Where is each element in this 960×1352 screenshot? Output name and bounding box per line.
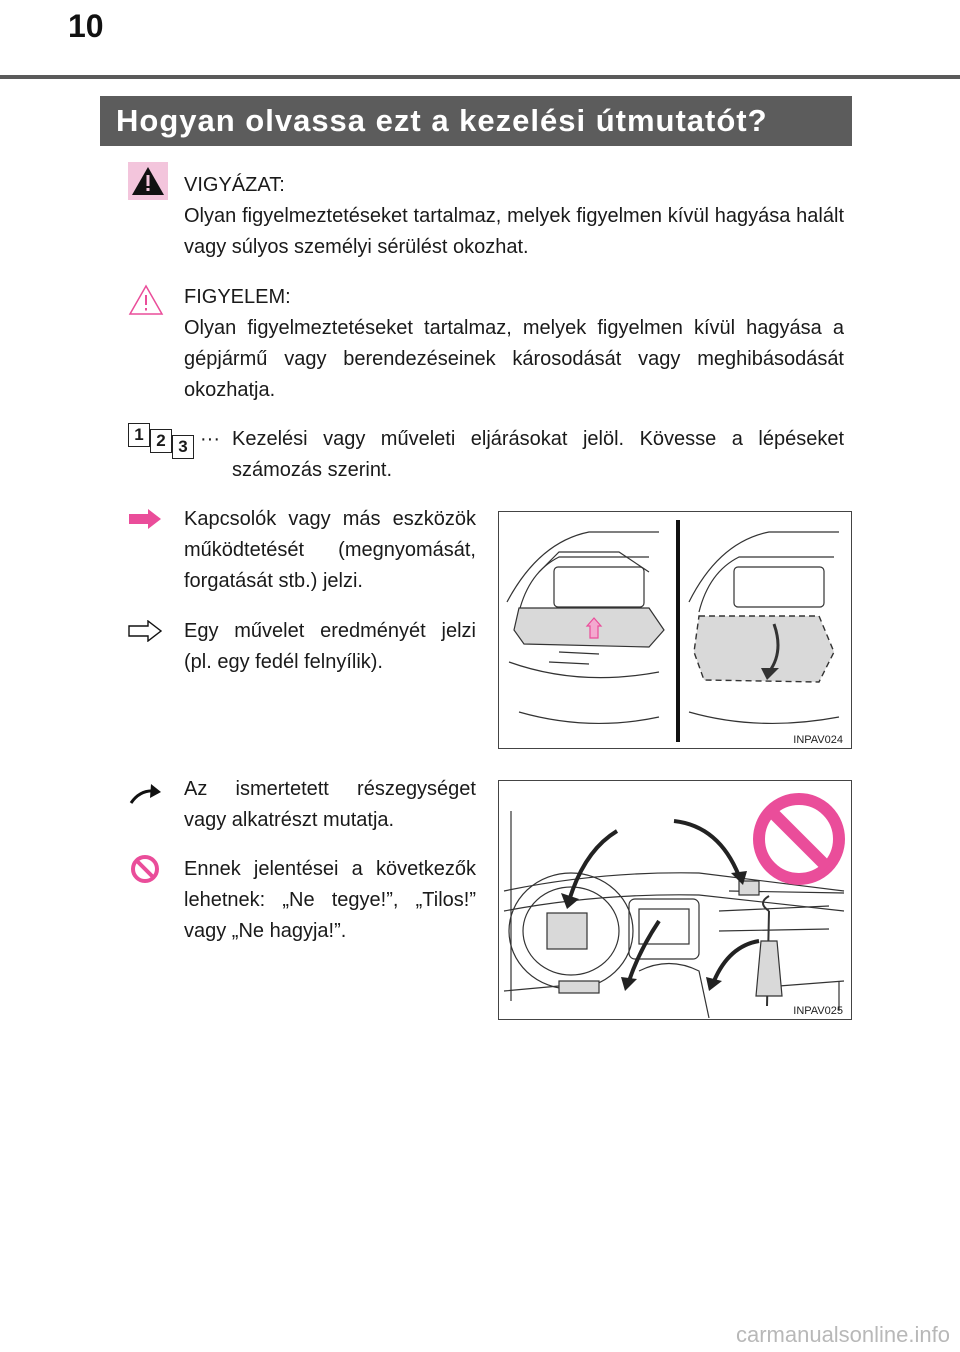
warning-triangle-filled-icon	[128, 162, 168, 205]
page-number: 10	[68, 8, 104, 44]
top-rule	[0, 75, 960, 79]
notice-heading: FIGYELEM:	[184, 286, 291, 308]
component-arrow-icon	[128, 782, 162, 811]
warning-block	[184, 170, 844, 263]
step-box-1: 1	[128, 423, 150, 447]
warning-text: Olyan figyelmeztetéseket tartalmaz, melyek figyelmen kívül hagyása halált vagy súlyos személyi sérülést okozhat.	[184, 205, 844, 258]
warning-heading: VIGYÁZAT:	[184, 174, 285, 196]
step-box-3: 3	[172, 435, 194, 459]
warning-triangle-outline-icon	[128, 284, 164, 321]
footer-watermark: carmanualsonline.info	[735, 1322, 950, 1347]
notice-text: Olyan figyelmeztetéseket tartalmaz, melyek figyelmen kívül hagyása a gépjármű vagy berendezéseinek károsodását vagy meghibásodását okozhatja.	[184, 317, 844, 401]
steps-text: Kezelési vagy műveleti eljárásokat jelöl. Kövesse a lépéseket számozás szerint.	[232, 428, 844, 481]
step-box-2: 2	[150, 429, 172, 453]
illustration-overhead-console	[498, 511, 852, 749]
illustration-code-2: INPAV025	[793, 1005, 843, 1017]
prohibited-text: Ennek jelentései a következők lehetnek: „Ne tegye!”, „Tilos!” vagy „Ne hagyja!”.	[184, 858, 476, 942]
page-title: Hogyan olvassa ezt a kezelési útmutatót?	[100, 96, 852, 146]
notice-block	[184, 282, 844, 406]
steps-dots: ···	[200, 428, 220, 450]
illustration-dashboard	[498, 780, 852, 1020]
operate-text: Kapcsolók vagy más eszközök működtetését (megnyomását, forgatását stb.) jelzi.	[184, 508, 476, 592]
component-text: Az ismertetett részegységet vagy alkatrészt mutatja.	[184, 778, 476, 831]
result-arrow-icon	[128, 620, 162, 647]
result-text: Egy művelet eredményét jelzi (pl. egy fedél felnyílik).	[184, 620, 476, 673]
operate-arrow-icon	[128, 508, 162, 535]
prohibited-sign-icon	[130, 854, 160, 889]
illustration-code-1: INPAV024	[793, 734, 843, 746]
